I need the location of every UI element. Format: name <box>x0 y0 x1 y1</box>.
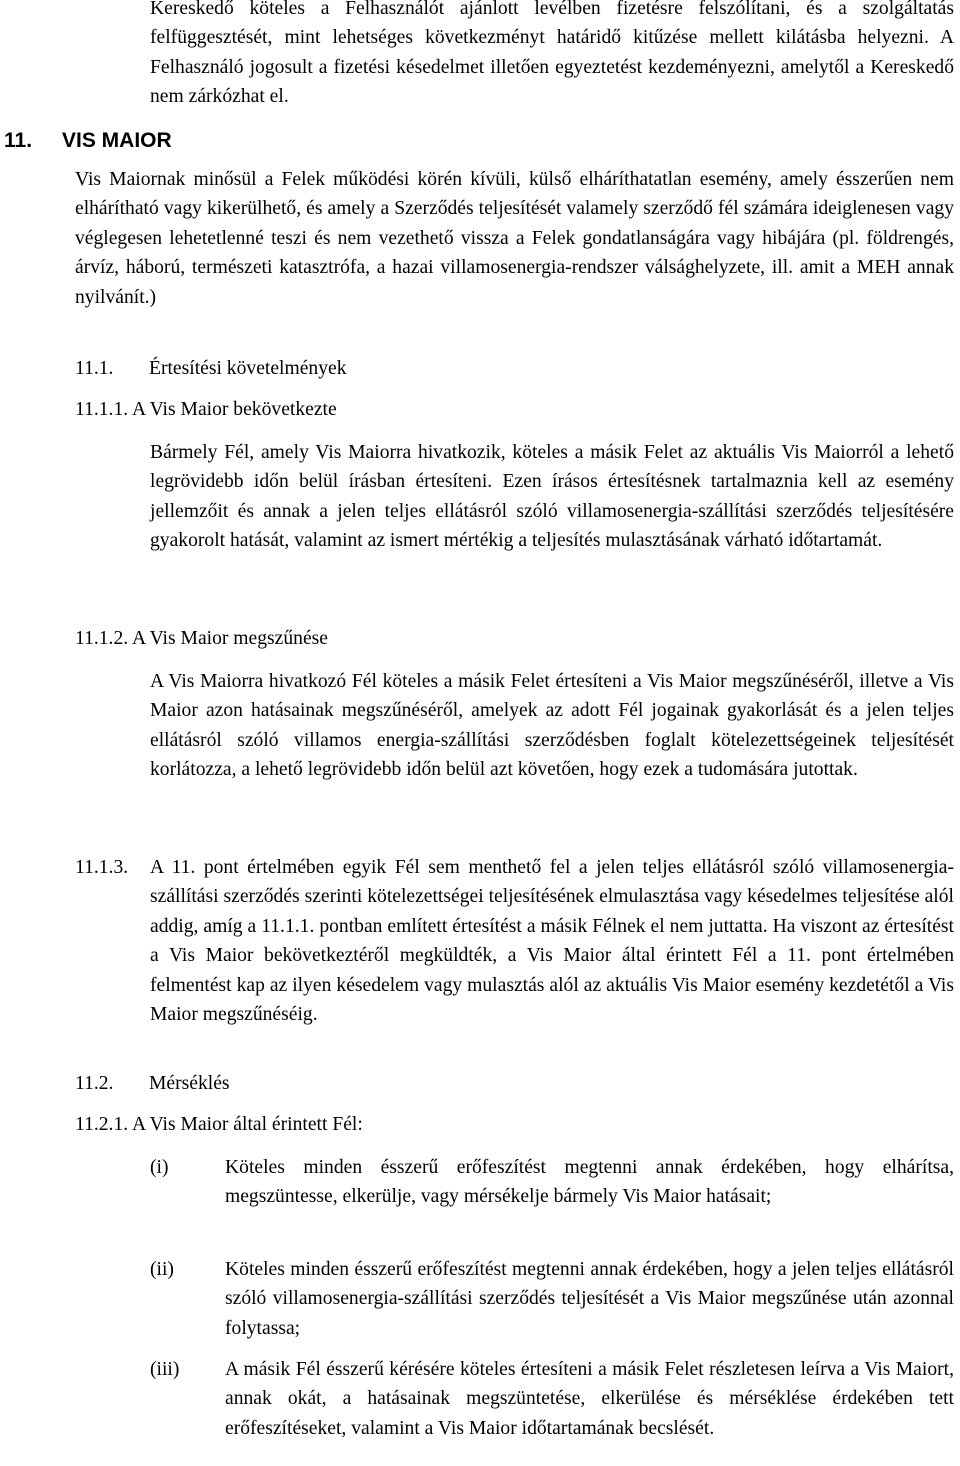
list-item-text: Köteles minden ésszerű erőfeszítést megtenni annak érdekében, hogy a jelen teljes ellátásról szóló villamosenergia-szállítási szerződés teljesítését a Vis Maior megszűnése után azonnal folytassa; <box>225 1259 954 1339</box>
section-title: VIS MAIOR <box>62 129 172 152</box>
subsection-11-1-2-paragraph: A Vis Maiorra hivatkozó Fél köteles a másik Felet értesíteni a Vis Maior megszűnéséről, illetve a Vis Maior azon hatásainak megszűnéséről, amelyek az adott Fél jogainak gyakorlását és a jelen teljes ellátásról szóló villamos energia-szállítási szerződésben foglalt kötelezettségeinek teljesítését korlátozza, a lehető legrövidebb időn belül azt követően, hogy ezek a tudomására jutottak. <box>150 671 954 781</box>
subsection-11-1-title: Értesítési követelmények <box>149 358 347 379</box>
subsection-11-1-3-paragraph: A 11. pont értelmében egyik Fél sem menthető fel a jelen teljes ellátásról szóló villamosenergia-szállítási szerződés szerinti kötelezettségei teljesítésének elmulasztása vagy késedelmes teljesítése alól addig, amíg a 11.1.1. pontban említett értesítést a másik Félnek el nem juttatta. Ha viszont az értesítést a Vis Maior bekövetkeztéről megküldték, a Vis Maior által érintett Fél a 11. pont értelmében felmentést kap az ilyen késedelem vagy mulasztás alól az aktuális Vis Maior esemény kezdetétől a Vis Maior megszűnéséig. <box>150 857 954 1026</box>
subsection-11-2-number: 11.2. <box>75 1073 114 1094</box>
section-number: 11. <box>4 129 33 152</box>
subsection-11-2-heading <box>75 1069 230 1098</box>
intro-paragraph: Kereskedő köteles a Felhasználót ajánlott levélben fizetésre felszólítani, és a szolgáltatás felfüggesztését, mint lehetséges következményt határidő kitűzése mellett kilátásba helyezni. A Felhasználó jogosult a fizetési késedelmet illetően egyeztetést kezdeményezni, amelytől a Kereskedő nem zárkózhat el. <box>150 0 954 108</box>
subsection-11-1-1-paragraph: Bármely Fél, amely Vis Maiorra hivatkozik, köteles a másik Felet az aktuális Vis Maiorról a lehető legrövidebb időn belül írásban értesíteni. Ezen írásos értesítésnek tartalmaznia kell az esemény jellemzőit és annak a jelen teljes ellátásról szóló villamosenergia-szállítási szerződés teljesítésére gyakorolt hatását, valamint az ismert mértékig a teljesítés mulasztásának várható időtartamát. <box>150 442 954 552</box>
list-item-marker: (iii) <box>150 1359 180 1380</box>
subsection-11-1-1-heading: 11.1.1. A Vis Maior bekövetkezte <box>75 399 337 420</box>
section-heading <box>4 126 172 155</box>
list-item-marker: (ii) <box>150 1259 174 1280</box>
subsection-11-1-3-number: 11.1.3. <box>75 857 129 878</box>
subsection-11-1-number: 11.1. <box>75 358 114 379</box>
subsection-11-2-1-heading: 11.2.1. A Vis Maior által érintett Fél: <box>75 1114 363 1135</box>
list-item-marker: (i) <box>150 1157 169 1178</box>
subsection-11-1-heading <box>75 354 347 383</box>
list-item-text: A másik Fél ésszerű kérésére köteles értesíteni a másik Felet részletesen leírva a Vis Maiort, annak okát, a hatásainak megszüntetése, elkerülése és mérséklése érdekében tett erőfeszítéseket, valamint a Vis Maior időtartamának becslését. <box>225 1359 954 1439</box>
subsection-11-2-title: Mérséklés <box>149 1073 230 1094</box>
section-definition: Vis Maiornak minősül a Felek működési körén kívüli, külső elháríthatatlan esemény, amely ésszerűen nem elhárítható vagy kikerülhető, és amely a Szerződés teljesítését valamely szerződő fél számára ideiglenesen vagy véglegesen lehetetlenné teszi és nem vezethető vissza a Felek gondatlanságára vagy hibájára (pl. földrengés, árvíz, háború, természeti katasztrófa, a hazai villamosenergia-rendszer válsághelyzete, ill. amit a MEH annak nyilvánít.) <box>75 169 954 308</box>
subsection-11-1-2-heading: 11.1.2. A Vis Maior megszűnése <box>75 628 328 649</box>
list-item-text: Köteles minden ésszerű erőfeszítést megtenni annak érdekében, hogy elhárítsa, megszüntesse, elkerülje, vagy mérsékelje bármely Vis Maior hatásait; <box>225 1157 954 1208</box>
